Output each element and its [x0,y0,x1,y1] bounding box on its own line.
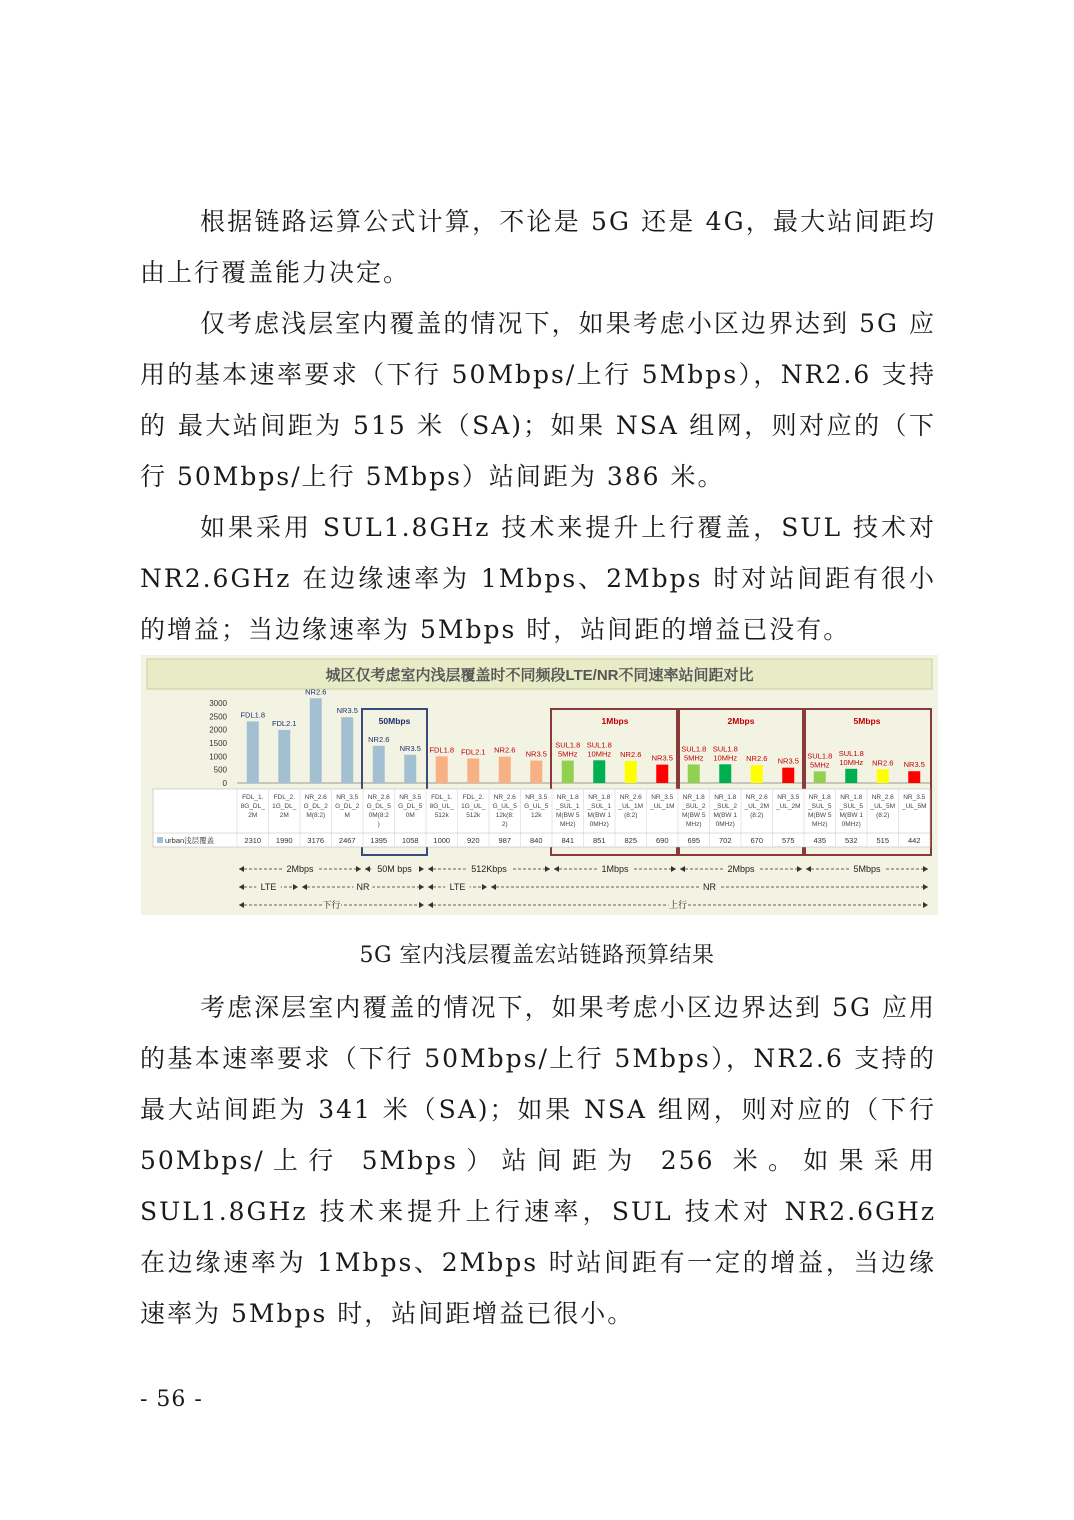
category-label: NR_3.5 [525,794,548,801]
rate-annotation-arrow-right [797,866,802,872]
category-label: _SUL_2 [713,803,737,810]
group-label: 1Mbps [601,716,629,726]
category-label: 1G_DL_ [272,803,297,810]
bar [373,746,385,783]
category-label: M(BW 5 [682,812,706,819]
category-label: _UL_1M [618,803,644,810]
rate-annotation-label: 512Kbps [471,864,507,874]
paragraph-3: 如果采用 SUL1.8GHz 技术来提升上行覆盖，SUL 技术对 NR2.6GHz 在边缘速率为 1Mbps、2Mbps 时对站间距有很小的增益；当边缘速率为 5Mbps 时，站间距的增益已没有。 [140,513,936,644]
category-label: NR_1.8 [588,794,611,801]
value-label: 702 [718,836,732,845]
bar [404,755,416,783]
category-label: M(BW 5 [556,812,580,819]
bar [341,717,353,783]
bar-label: SUL1.8 [681,744,707,754]
bar [782,768,794,783]
figure-caption: 5G 室内浅层覆盖宏站链路预算结果 [359,943,715,968]
category-label: 0MHz) [715,821,735,828]
bar-label: NR3.5 [399,743,421,753]
category-label: G_DL_2 [335,803,360,810]
rate-annotation-arrow-left [554,866,559,872]
y-tick-label: 1500 [209,739,227,748]
legend-label: urban浅层覆盖 [165,836,215,845]
bar-label: 5MHz [683,753,704,763]
category-label: 0M [405,812,415,819]
bar [247,721,259,783]
category-label: M [344,812,350,819]
tech-annotation-arrow-left [428,884,433,890]
value-label: 1058 [401,836,419,845]
value-label: 840 [529,836,543,845]
category-label: 2) [501,821,508,828]
bar-label: 10MHz [587,749,612,759]
bar [688,764,700,783]
bar-label: 5MHz [809,760,830,770]
bar [278,730,290,783]
page-number: - 56 - [140,1387,203,1412]
paragraph-1: 根据链路运算公式计算，不论是 5G 还是 4G，最大站间距均由上行覆盖能力决定。 [140,207,936,287]
y-tick-label: 1000 [209,752,227,762]
category-label: 2M [279,812,289,819]
category-label: MHz) [811,821,828,828]
category-label: 1G_UL_ [461,803,486,810]
bar-label: FDL2.1 [271,718,297,728]
rate-annotation-arrow-left [239,866,244,872]
category-label: _UL_1M [649,803,675,810]
category-label: (8:2) [624,812,638,819]
value-label: 2467 [338,836,356,845]
rate-annotation-label: 2Mbps [727,864,755,874]
category-label: NR_2.6 [304,794,327,801]
bar [467,758,479,783]
bar [499,757,511,783]
bar-label: NR2.6 [872,758,894,768]
category-label: 12k [531,812,542,819]
category-label: 8G_DL_ [240,803,265,810]
value-label: 2310 [244,836,262,845]
rate-annotation-arrow-right [545,866,550,872]
direction-annotation-arrow-left [428,902,433,908]
value-label: 1395 [370,836,388,845]
bar [908,771,920,783]
rate-annotation-arrow-left [428,866,433,872]
tech-annotation-arrow-right [482,884,487,890]
category-label: _SUL_5 [839,803,863,810]
value-label: 670 [750,836,764,845]
category-label: _SUL_1 [587,803,611,810]
category-label: _UL_5M [870,803,896,810]
value-label: 825 [624,836,638,845]
bar-label: SUL1.8 [586,740,612,750]
y-tick-label: 0 [222,779,227,788]
rate-annotation-label: 1Mbps [601,864,629,874]
category-label: FDL_2. [273,794,295,801]
tech-annotation-arrow-right [923,884,928,890]
tech-annotation-label: LTE [449,882,466,892]
category-label: M(BW 1 [713,812,737,819]
direction-annotation-label: 下行 [322,900,341,910]
category-label: _UL_2M [744,803,770,810]
category-label: M(BW 5 [808,812,832,819]
tech-annotation-label: LTE [260,882,277,892]
category-label: MHz) [685,821,702,828]
y-tick-label: 3000 [209,699,227,708]
bar [845,769,857,783]
category-label: G_DL_5 [398,803,423,810]
direction-annotation-arrow-right [419,902,424,908]
paragraph-2: 仅考虑浅层室内覆盖的情况下，如果考虑小区边界达到 5G 应用的基本速率要求（下行 50Mbps/上行 5Mbps），NR2.6 支持的 最大站间距为 515 米（SA)；如果 NSA 组网，则对应的（下行 50Mbps/上行 5Mbps）站间距为 386 米。 [140,309,936,491]
bar-label: FDL2.1 [460,747,486,757]
rate-annotation-label: 50M bps [377,864,412,874]
category-label: 0M(8:2 [368,812,389,819]
bar-label: NR2.6 [494,745,516,755]
category-label: 8G_UL_ [429,803,454,810]
bar [751,765,763,783]
category-label: _SUL_2 [682,803,706,810]
bar-label: 5MHz [557,749,578,759]
category-label: NR_1.8 [840,794,863,801]
direction-annotation-label: 上行 [668,900,688,910]
category-label: M(BW 1 [839,812,863,819]
bar-label: 10MHz [713,753,738,763]
rate-annotation-arrow-left [806,866,811,872]
rate-annotation-arrow-right [419,866,424,872]
category-label: (8:2) [750,812,764,819]
category-label: NR_3.5 [399,794,422,801]
category-label: _UL_2M [775,803,801,810]
category-label: NR_2.6 [619,794,642,801]
group-label: 5Mbps [853,716,881,726]
bar-label: SUL1.8 [555,740,581,750]
category-label: (8:2) [876,812,890,819]
category-label: 0MHz) [589,821,609,828]
chart-title: 城区仅考虑室内浅层覆盖时不同频段LTE/NR不同速率站间距对比 [325,667,754,684]
chart-svg [141,655,938,915]
bar-label: NR2.6 [368,734,390,744]
group-label: 2Mbps [727,716,755,726]
tech-annotation-arrow-left [491,884,496,890]
category-label: 512k [466,812,481,819]
bar-label: NR3.5 [651,753,673,763]
value-label: 987 [498,836,512,845]
bar-label: NR3.5 [525,749,547,759]
value-label: 3176 [307,836,325,845]
bar-label: 10MHz [839,757,864,767]
value-label: 435 [813,836,827,845]
category-label: NR_3.5 [903,794,926,801]
category-label: ) [377,821,380,828]
bar-label: SUL1.8 [807,751,833,761]
value-label: 515 [876,836,890,845]
category-label: _UL_5M [901,803,927,810]
category-label: NR_2.6 [367,794,390,801]
value-label: 695 [687,836,701,845]
category-label: NR_2.6 [745,794,768,801]
rate-annotation-arrow-right [671,866,676,872]
direction-annotation-arrow-right [923,902,928,908]
bar [656,765,668,783]
direction-annotation-arrow-left [239,902,244,908]
rate-annotation-label: 5Mbps [853,864,881,874]
value-label: 851 [592,836,606,845]
y-tick-label: 2000 [209,725,227,735]
category-label: _SUL_1 [556,803,580,810]
value-label: 575 [781,836,795,845]
rate-annotation-label: 2Mbps [286,864,314,874]
category-label: _SUL_5 [808,803,832,810]
category-label: NR_1.8 [682,794,705,801]
group-label: 50Mbps [378,716,411,726]
category-label: M(8:2) [306,812,326,819]
bar-label: SUL1.8 [712,744,738,754]
rate-annotation-arrow-left [680,866,685,872]
category-label: 12k(8: [495,812,514,819]
value-label: 690 [655,836,669,845]
bar-label: NR3.5 [903,760,925,770]
y-tick-label: 2500 [209,712,227,722]
rate-annotation-arrow-left [365,866,370,872]
category-label: NR_2.6 [871,794,894,801]
bar-label: NR2.6 [305,687,327,697]
paragraph-4: 考虑深层室内覆盖的情况下，如果考虑小区边界达到 5G 应用的基本速率要求（下行 50Mbps/上行 5Mbps），NR2.6 支持的最大站间距为 341 米（SA)；如果 NSA 组网，则对应的（下行 50Mbps/上行 5Mbps）站间距为 256 米。如果采用 SUL1.8GHz 技术来提升上行速率，SUL 技术对 NR2.6GHz 在边缘速率为 1Mbps、2Mbps 时站间距有一定的增益，当边缘速率为 5Mbps 时，站间距增益已很小。 [140,993,936,1328]
category-label: M(BW 1 [587,812,611,819]
bar-chart [141,655,938,915]
category-label: G_UL_5 [524,803,549,810]
value-label: 1990 [275,836,293,845]
bar-label: NR2.6 [746,754,768,764]
category-label: 0MHz) [841,821,861,828]
category-label: MHz) [559,821,576,828]
bar-label: NR2.6 [620,750,642,759]
bar-label: NR3.5 [777,756,799,766]
tech-annotation-arrow-left [239,884,244,890]
tech-annotation-arrow-right [293,884,298,890]
rate-annotation-arrow-right [356,866,361,872]
category-label: NR_3.5 [777,794,800,801]
y-tick-label: 500 [213,765,227,775]
value-label: 532 [844,836,858,845]
bar [436,756,448,783]
category-label: G_DL_5 [366,803,391,810]
category-label: FDL_2. [462,794,484,801]
bar [530,761,542,783]
bar [625,761,637,783]
tech-annotation-label: NR [703,882,716,892]
category-label: NR_1.8 [808,794,831,801]
tech-annotation-arrow-right [419,884,424,890]
bar [310,698,322,783]
bar-label: FDL1.8 [240,710,266,720]
category-label: NR_1.8 [556,794,579,801]
bar [877,769,889,783]
legend-swatch [157,837,163,843]
bar-label: NR3.5 [336,706,358,716]
category-label: G_UL_5 [492,803,517,810]
tech-annotation-label: NR [356,882,370,892]
bar [814,771,826,783]
category-label: 2M [248,812,258,819]
bar-label: SUL1.8 [838,748,864,758]
category-label: FDL_1. [242,794,264,801]
category-label: NR_3.5 [336,794,359,801]
category-label: FDL_1. [431,794,453,801]
value-label: 841 [561,836,575,845]
category-label: G_DL_2 [303,803,328,810]
value-label: 1000 [433,836,451,845]
category-label: NR_3.5 [651,794,674,801]
bar [593,760,605,783]
bar-label: FDL1.8 [429,745,455,755]
bar [719,764,731,783]
bar [562,761,574,783]
category-label: NR_2.6 [493,794,516,801]
value-label: 920 [466,836,480,845]
category-label: NR_1.8 [714,794,737,801]
rate-annotation-arrow-right [923,866,928,872]
category-label: 512k [434,812,449,819]
value-label: 442 [907,836,921,845]
tech-annotation-arrow-left [302,884,307,890]
